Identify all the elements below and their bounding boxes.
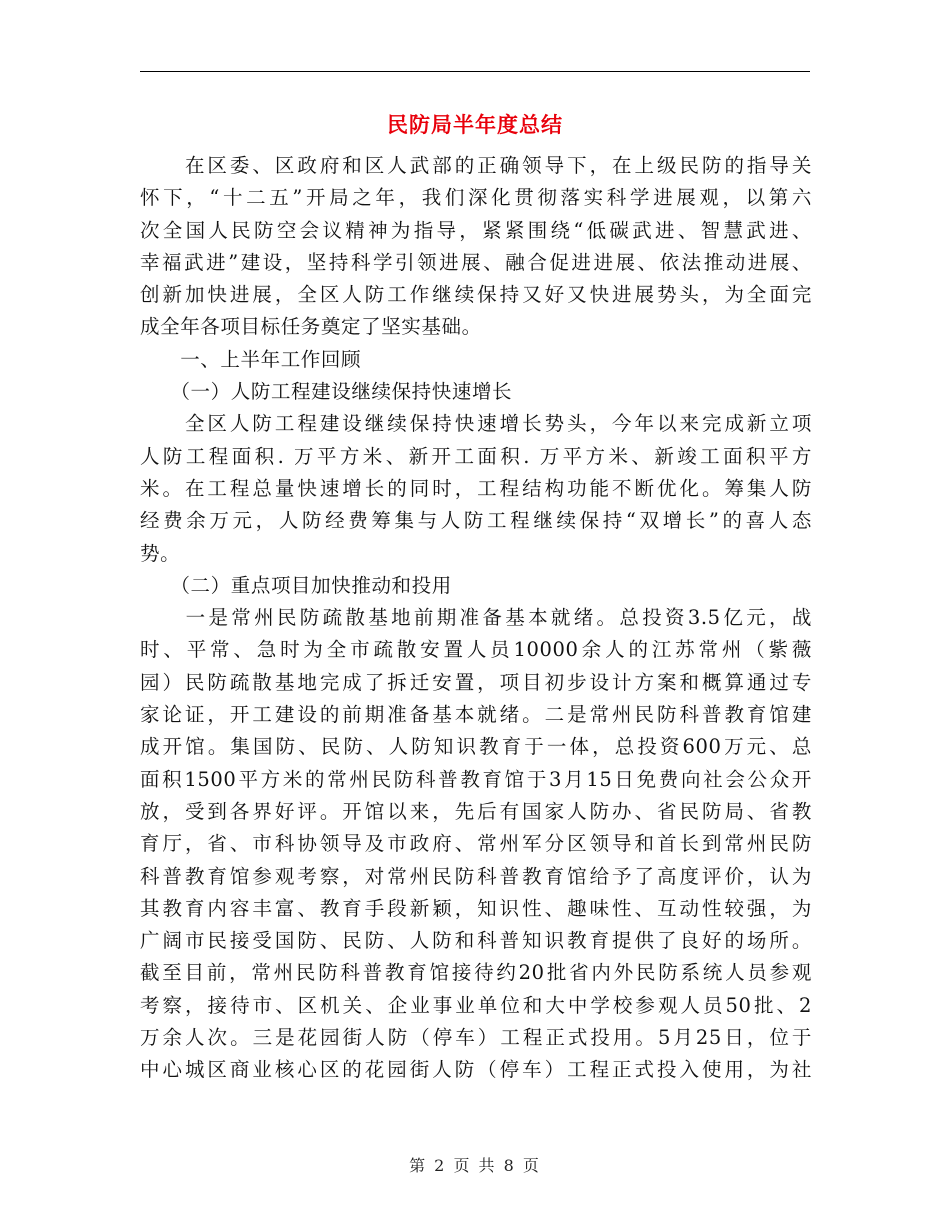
body-text-line: （二）重点项目加快推动和投用 bbox=[140, 573, 452, 597]
body-text-line: 势。 bbox=[140, 541, 181, 565]
document-title: 民防局半年度总结 bbox=[387, 112, 563, 137]
body-text-line: 一是常州民防疏散基地前期准备基本就绪。总投资3.5亿元，战 bbox=[140, 606, 812, 630]
body-text-line: 中心城区商业核心区的花园街人防（停车）工程正式投入使用，为社 bbox=[140, 1058, 812, 1082]
body-text-line: 考察，接待市、区机关、企业事业单位和大中学校参观人员50批、2 bbox=[140, 993, 812, 1017]
body-text-line: 家论证，开工建设的前期准备基本就绪。二是常州民防科普教育馆建 bbox=[140, 703, 812, 727]
page-number-footer: 第 2 页 共 8 页 bbox=[409, 1156, 541, 1175]
body-text-line: 面积1500平方米的常州民防科普教育馆于3月15日免费向社会公众开 bbox=[140, 767, 812, 791]
body-text-line: 怀下，“十二五”开局之年，我们深化贯彻落实科学进展观，以第六 bbox=[140, 186, 812, 210]
body-text-line: 米。在工程总量快速增长的同时，工程结构功能不断优化。筹集人防 bbox=[140, 476, 812, 500]
body-text-line: 人防工程面积. 万平方米、新开工面积. 万平方米、新竣工面积平方 bbox=[140, 444, 812, 468]
body-text-line: 全区人防工程建设继续保持快速增长势头，今年以来完成新立项 bbox=[140, 412, 812, 436]
body-text-line: 万余人次。三是花园街人防（停车）工程正式投用。5月25日，位于 bbox=[140, 1026, 812, 1050]
body-text-line: 成开馆。集国防、民防、人防知识教育于一体，总投资600万元、总 bbox=[140, 735, 812, 759]
body-text-line: 广阔市民接受国防、民防、人防和科普知识教育提供了良好的场所。 bbox=[140, 929, 812, 953]
body-text-line: 创新加快进展，全区人防工作继续保持又好又快进展势头，为全面完 bbox=[140, 283, 812, 307]
body-text-line: 幸福武进”建设，坚持科学引领进展、融合促进进展、依法推动进展、 bbox=[140, 250, 812, 274]
body-text-line: 一、上半年工作回顾 bbox=[140, 347, 362, 371]
body-text-line: （一）人防工程建设继续保持快速增长 bbox=[140, 380, 513, 404]
body-text-line: 成全年各项目标任务奠定了坚实基础。 bbox=[140, 315, 482, 339]
body-text-line: 在区委、区政府和区人武部的正确领导下，在上级民防的指导关 bbox=[140, 154, 812, 177]
document-body bbox=[140, 150, 812, 1087]
body-text-line: 其教育内容丰富、教育手段新颖，知识性、趣味性、互动性较强，为 bbox=[140, 896, 812, 920]
body-text-line: 园）民防疏散基地完成了拆迁安置，项目初步设计方案和概算通过专 bbox=[140, 670, 812, 694]
body-text-line: 时、平常、急时为全市疏散安置人员10000余人的江苏常州（紫薇 bbox=[140, 638, 812, 662]
body-text-line: 育厅，省、市科协领导及市政府、常州军分区领导和首长到常州民防 bbox=[140, 832, 812, 856]
body-text-line: 次全国人民防空会议精神为指导，紧紧围绕“低碳武进、智慧武进、 bbox=[140, 218, 812, 242]
body-text-line: 科普教育馆参观考察，对常州民防科普教育馆给予了高度评价，认为 bbox=[140, 864, 812, 888]
body-text-line: 放，受到各界好评。开馆以来，先后有国家人防办、省民防局、省教 bbox=[140, 799, 812, 823]
body-text-line: 截至目前，常州民防科普教育馆接待约20批省内外民防系统人员参观 bbox=[140, 961, 812, 985]
body-text-line: 经费余万元，人防经费筹集与人防工程继续保持“双增长”的喜人态 bbox=[140, 509, 812, 533]
header-rule bbox=[140, 71, 810, 72]
